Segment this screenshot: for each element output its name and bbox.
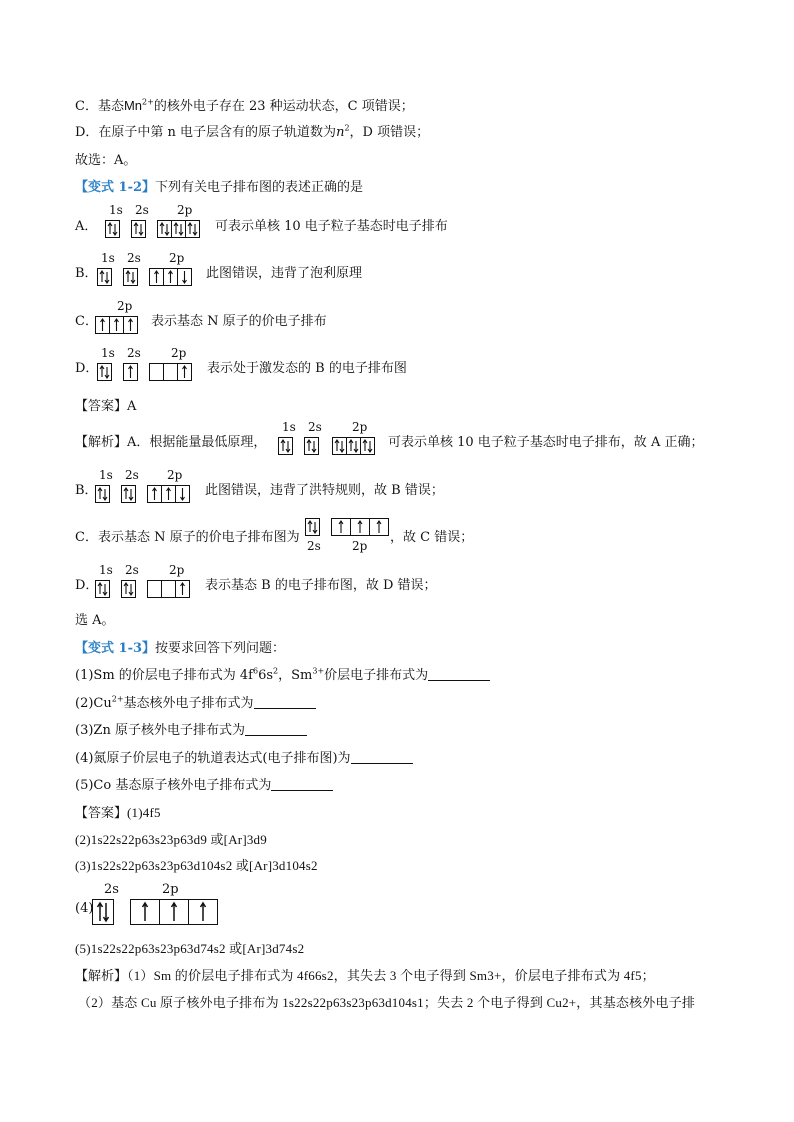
up-arrow-icon (332, 519, 351, 535)
up-arrow-icon (131, 900, 160, 924)
pair-arrows-icon (347, 438, 361, 454)
q12-c-text: 表示基态 N 原子的价电子排布 (151, 314, 327, 329)
box-2s (305, 518, 320, 536)
q1-part-b: 6s (258, 668, 274, 683)
pair-arrows-icon (98, 364, 111, 380)
label-2p: 2p (117, 299, 133, 313)
up-arrow-icon (96, 317, 110, 333)
empty-orbital (148, 581, 162, 597)
box-2s (123, 268, 138, 286)
q13-answer-3: (3)1s22s22p63s23p63d104s2 或[Ar]3d104s2 (75, 858, 318, 873)
label-2p: 2p (162, 882, 179, 897)
q1-part-a: (1)Sm 的价层电子排布式为 4f (75, 668, 253, 683)
label-2p: 2p (167, 468, 183, 482)
q1-sup-2: 2 (273, 666, 279, 676)
pair-arrows-icon (106, 221, 119, 237)
q13-q2 (75, 695, 316, 713)
up-arrow-icon (124, 364, 137, 380)
box-2p (157, 220, 200, 238)
label-2s: 2s (104, 882, 119, 897)
box-1s (278, 437, 293, 455)
text-mn-charge: 2+ (142, 97, 154, 107)
label-1s: 1s (99, 468, 113, 482)
choose-a-line: 故选：A。 (75, 153, 137, 168)
box-2s (121, 485, 136, 503)
q12-b-label: B． (75, 266, 98, 281)
pair-arrows-icon (96, 486, 109, 502)
q2-part-a: (2)Cu (75, 696, 112, 711)
pair-arrows-icon (186, 221, 199, 237)
box-1s (97, 363, 112, 381)
q12-answer: 【答案】A (75, 399, 137, 414)
pair-arrows-icon (306, 519, 319, 535)
label-2s: 2s (127, 346, 141, 360)
q13-answer-2: (2)1s22s22p63s23p63d9 或[Ar]3d9 (75, 832, 267, 847)
q12-heading (75, 179, 363, 197)
q4-text: (4)氮原子价层电子的轨道表达式(电子排布图)为 (75, 751, 351, 766)
label-2s: 2s (125, 563, 139, 577)
q13-heading (75, 640, 285, 658)
q12-choose: 选 A。 (75, 613, 115, 628)
q12-d-label: D． (75, 361, 99, 376)
q12-analysis-c: C．表示基态 N 原子的价电子排布图为 (75, 530, 300, 545)
text-d-pre: D．在原子中第 n 电子层含有的原子轨道数为 (75, 125, 337, 140)
q12-a-label: A． (75, 219, 98, 234)
box-2p (147, 485, 190, 503)
analysis-a-text: A．根据能量最低原理， (127, 435, 267, 450)
up-arrow-icon (164, 269, 178, 285)
empty-orbital (164, 364, 178, 380)
label-1s: 1s (101, 251, 115, 265)
q13-answer-5: (5)1s22s22p63s23p63d74s2 或[Ar]3d74s2 (75, 941, 305, 956)
box-2p (130, 899, 218, 925)
pair-arrows-icon (96, 581, 109, 597)
box-2s (121, 580, 136, 598)
option-c-line (75, 97, 414, 116)
label-2p: 2p (352, 420, 368, 434)
q12-analysis-d-label: D． (75, 578, 99, 593)
pair-arrows-icon (305, 438, 318, 454)
q13-answer-4-label: (4) (75, 901, 94, 916)
answer-blank[interactable] (351, 750, 413, 764)
box-2p (149, 268, 192, 286)
pair-arrows-icon (333, 438, 347, 454)
box-2p (149, 363, 192, 381)
label-2s: 2s (127, 251, 141, 265)
q12-b-text: 此图错误，违背了泡利原理 (206, 266, 363, 281)
empty-orbital (150, 364, 164, 380)
label-2s: 2s (135, 203, 149, 217)
q1-part-c: ，Sm (278, 668, 313, 683)
box-2s (304, 437, 319, 455)
empty-orbital (162, 581, 176, 597)
up-arrow-icon (370, 519, 388, 535)
label-2s: 2s (125, 468, 139, 482)
down-arrow-icon (176, 486, 189, 502)
label-2p: 2p (171, 346, 187, 360)
analysis-tag: 【解析】 (75, 435, 128, 450)
box-2p (331, 518, 389, 536)
q2-part-b: 基态核外电子排布式为 (123, 696, 254, 711)
label-1s: 1s (99, 563, 113, 577)
analysis-tag: 【解析】 (75, 969, 128, 984)
label-1s: 1s (282, 420, 296, 434)
q12-analysis-b-label: B． (75, 483, 98, 498)
box-2p (332, 437, 375, 455)
q12-d-text: 表示处于激发态的 B 的电子排布图 (207, 361, 407, 376)
text-d-post: ，D 项错误； (349, 125, 430, 140)
up-arrow-icon (178, 364, 191, 380)
up-arrow-icon (189, 900, 217, 924)
answer-1: (1)4f5 (127, 805, 161, 820)
up-arrow-icon (351, 519, 370, 535)
q5-text: (5)Co 基态原子核外电子排布式为 (75, 778, 272, 793)
q12-question: 下列有关电子排布图的表述正确的是 (155, 180, 364, 195)
option-d-line (75, 124, 429, 142)
box-2s (92, 899, 114, 925)
pair-arrows-icon (172, 221, 186, 237)
q13-q4 (75, 750, 413, 768)
q13-analysis-1 (75, 967, 655, 986)
box-1s (105, 220, 120, 238)
q12-analysis-c-post: ，故 C 错误； (390, 530, 474, 545)
box-1s (95, 580, 110, 598)
up-arrow-icon (124, 317, 137, 333)
down-arrow-icon (178, 269, 191, 285)
q12-analysis-b-text: 此图错误，违背了洪特规则，故 B 错误； (205, 483, 444, 498)
label-2p: 2p (177, 203, 193, 217)
label-2s: 2s (307, 539, 321, 553)
box-1s (97, 268, 112, 286)
q13-analysis-2: （2）基态 Cu 原子核外电子排布为 1s22s22p63s23p63d104s1；失去 2 个电子得到 Cu2+，其基态核外电子排 (78, 995, 696, 1010)
q1-sup-3: 3+ (312, 666, 325, 676)
box-2s (123, 363, 138, 381)
text-c-pre: C．基态 (75, 99, 124, 114)
box-2p (95, 316, 138, 334)
q13-intro: 按要求回答下列问题： (155, 641, 286, 656)
pair-arrows-icon (124, 269, 137, 285)
analysis-1-text: （1）Sm 的价层电子排布式为 4f66s2，其失去 3 个电子得到 Sm3+，价层电子排布式为 4f5； (127, 968, 655, 983)
answer-blank[interactable] (271, 777, 333, 791)
text-c-post: 的核外电子存在 23 种运动状态，C 项错误； (153, 99, 414, 114)
label-1s: 1s (109, 203, 123, 217)
up-arrow-icon (160, 900, 189, 924)
q12-analysis-a (75, 434, 266, 452)
pair-arrows-icon (93, 900, 113, 924)
q12-c-label: C． (75, 314, 98, 329)
box-1s (95, 485, 110, 503)
text-n: n (336, 125, 345, 140)
answer-blank[interactable] (254, 695, 316, 709)
q12-a-text: 可表示单核 10 电子粒子基态时电子排布 (215, 219, 448, 234)
q2-sup: 2+ (111, 694, 124, 704)
answer-tag: 【答案】 (75, 806, 128, 821)
box-2p (147, 580, 190, 598)
label-2s: 2s (308, 420, 322, 434)
label-2p: 2p (169, 251, 185, 265)
q3-text: (3)Zn 原子核外电子排布式为 (75, 723, 245, 738)
q13-answer-line (75, 804, 161, 823)
pair-arrows-icon (361, 438, 374, 454)
q12-tag: 【变式 1-2】 (75, 180, 156, 195)
up-arrow-icon (176, 581, 189, 597)
pair-arrows-icon (158, 221, 172, 237)
q13-q1 (75, 667, 490, 685)
q13-q3 (75, 722, 307, 740)
pair-arrows-icon (122, 486, 135, 502)
pair-arrows-icon (132, 221, 145, 237)
pair-arrows-icon (122, 581, 135, 597)
q13-tag: 【变式 1-3】 (75, 641, 156, 656)
q13-q5 (75, 777, 333, 795)
pair-arrows-icon (279, 438, 292, 454)
box-2s (131, 220, 146, 238)
label-2p: 2p (169, 563, 185, 577)
up-arrow-icon (110, 317, 124, 333)
up-arrow-icon (148, 486, 162, 502)
text-n-exp: 2 (344, 123, 350, 133)
q1-sup-1: 6 (253, 666, 259, 676)
up-arrow-icon (162, 486, 176, 502)
label-2p: 2p (352, 539, 368, 553)
pair-arrows-icon (98, 269, 111, 285)
q12-analysis-a-post: 可表示单核 10 电子粒子基态时电子排布，故 A 正确； (388, 435, 704, 450)
up-arrow-icon (150, 269, 164, 285)
q12-analysis-d-text: 表示基态 B 的电子排布图，故 D 错误； (205, 578, 437, 593)
q1-part-d: 价层电子排布式为 (324, 668, 429, 683)
text-mn: Mn (123, 98, 143, 113)
answer-blank[interactable] (245, 722, 307, 736)
answer-blank[interactable] (428, 667, 490, 681)
label-1s: 1s (101, 346, 115, 360)
